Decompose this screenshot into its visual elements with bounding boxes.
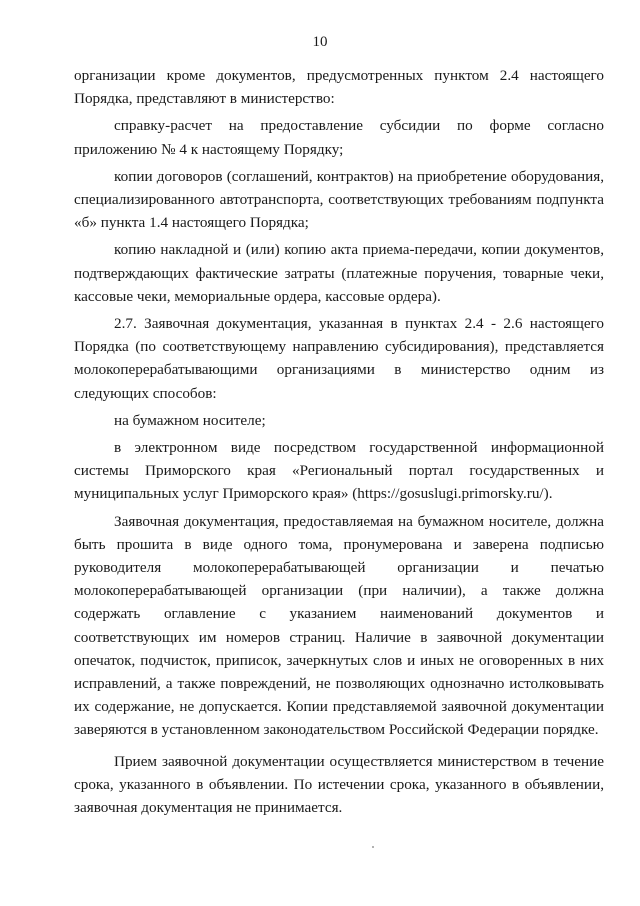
paragraph-acceptance-period: Прием заявочной документации осуществляется министерством в течение срока, указанного в объявлении. По истечении срока, указанного в объявлении, заявочная документация не принимается. — [74, 752, 604, 817]
paragraph-list-item: в электронном виде посредством государственной информационной системы Приморского края «Региональный портал государственных и муниципальных услуг Приморского края» (https://gosuslugi.primorsky.ru/). — [74, 439, 604, 503]
paragraph-continuation: организации кроме документов, предусмотренных пунктом 2.4 настоящего Порядка, представляют в министерство: — [74, 67, 604, 108]
paragraph-list-item: на бумажном носителе; — [114, 411, 266, 429]
scan-speck — [372, 846, 374, 848]
paragraph-list-item: копию накладной и (или) копию акта приема-передачи, копии документов, подтверждающих фактические затраты (платежные поручения, товарные чеки, кассовые чеки, мемориальные ордера, кассовые ордера). — [74, 241, 604, 305]
document-body — [74, 64, 604, 823]
page-number: 10 — [312, 34, 328, 50]
paragraph-paper-requirements: Заявочная документация, предоставляемая на бумажном носителе, должна быть прошита в виде одного тома, пронумерована и заверена подписью руководителя молокоперерабатывающей организации и печатью молокоперерабатывающей организации (при наличии), а также должна содержать оглавление с указанием наименований документов и соответствующих им номеров страниц. Наличие в заявочной документации опечаток, подчисток, приписок, зачеркнутых слов и иных не оговоренных в них исправлений, а также повреждений, не позволяющих однозначно истолковывать их содержание, не допускается. Копии представляемой заявочной документации заверяются в установленном законодательством Российской Федерации порядке. — [74, 512, 604, 739]
paragraph-section-2-7: 2.7. Заявочная документация, указанная в пунктах 2.4 - 2.6 настоящего Порядка (по соответствующему направлению субсидирования), представляется молокоперерабатывающими организациями в министерство одним из следующих способов: — [74, 315, 604, 402]
paragraph-list-item: копии договоров (соглашений, контрактов) на приобретение оборудования, специализированного автотранспорта, соответствующих требованиям подпункта «б» пункта 1.4 настоящего Порядка; — [74, 167, 604, 232]
paragraph-list-item: справку-расчет на предоставление субсидии по форме согласно приложению № 4 к настоящему Порядку; — [74, 117, 604, 158]
